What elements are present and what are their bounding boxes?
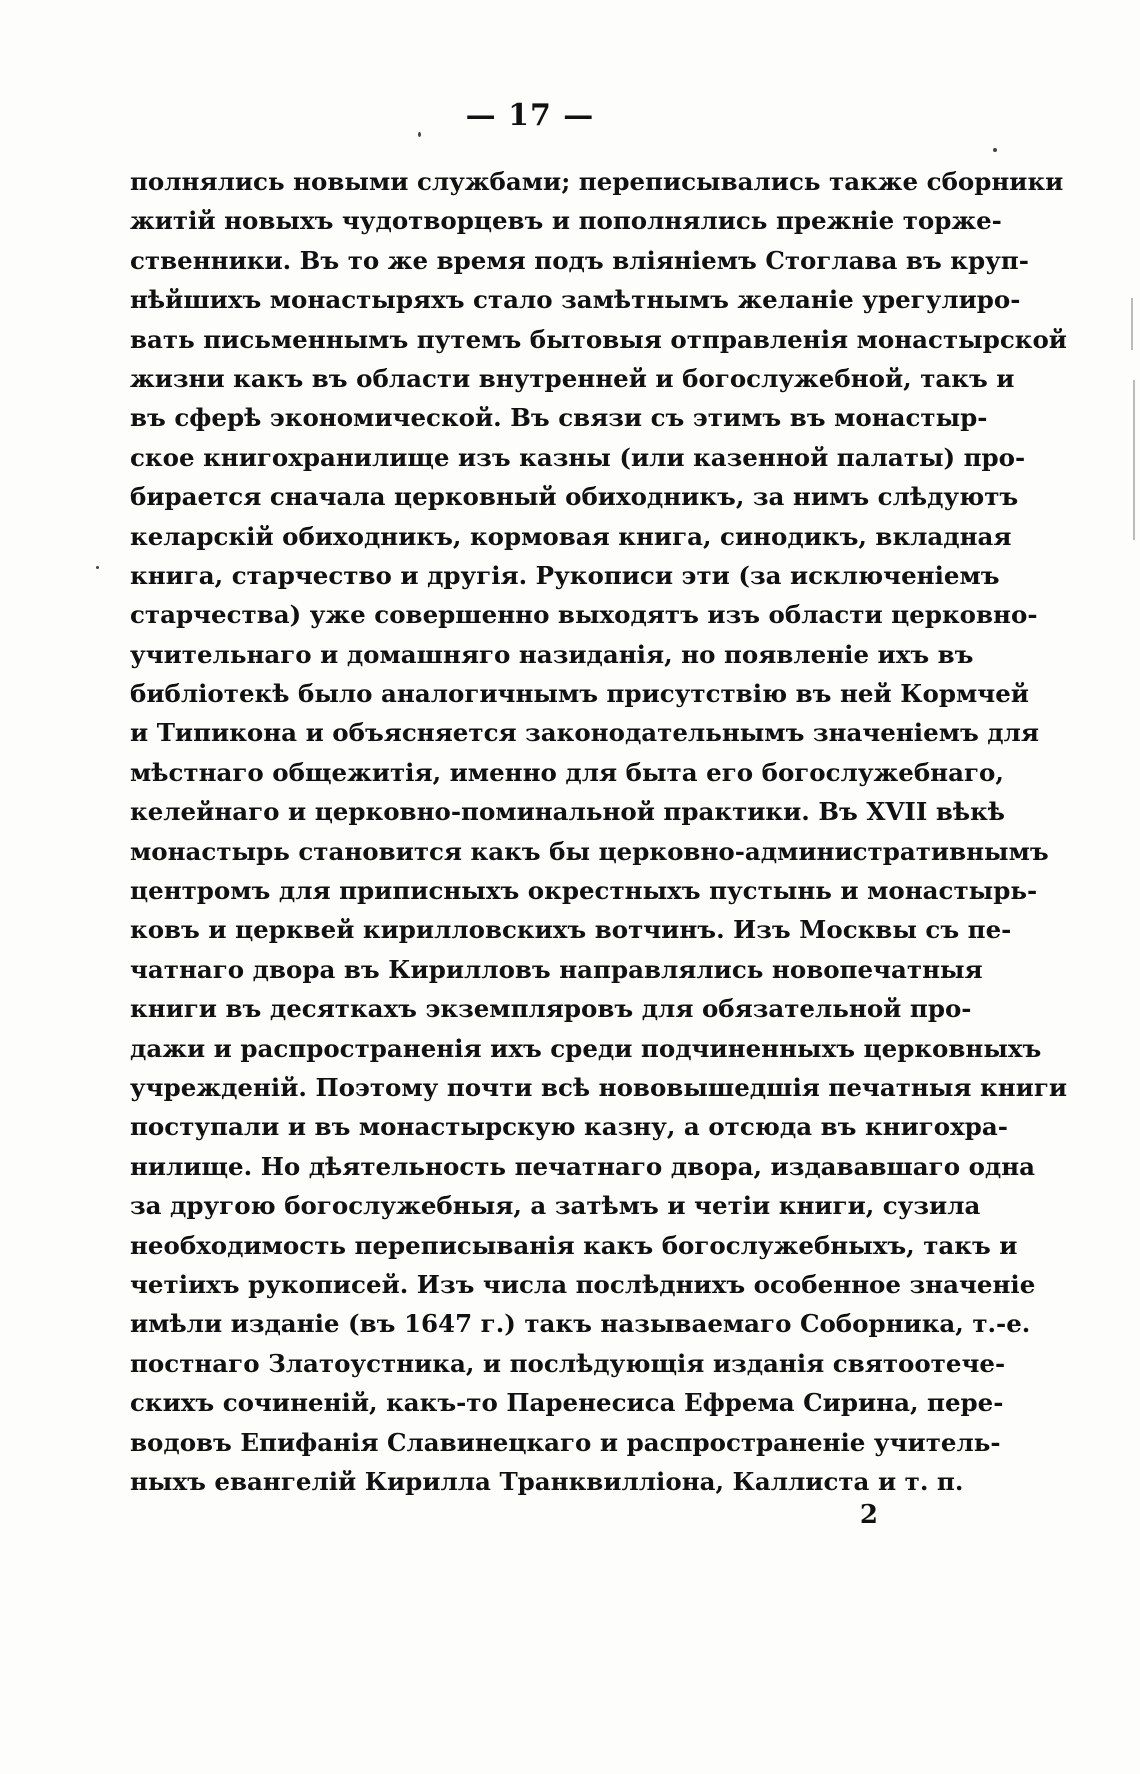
- signature-mark: 2: [859, 1500, 878, 1530]
- text-line: нилище. Но дѣятельность печатнаго двора, издававшаго одна: [130, 1151, 1036, 1181]
- text-line: поступали и въ монастырскую казну, а отсюда въ книгохра-: [130, 1112, 1008, 1142]
- text-line: жизни какъ въ области внутренней и богослужебной, такъ и: [130, 363, 1015, 393]
- text-line: старчества) уже совершенно выходятъ изъ области церковно-: [130, 600, 1038, 630]
- text-line: за другою богослужебныя, а затѣмъ и четіи книги, сузила: [130, 1191, 981, 1221]
- text-line: скихъ сочиненій, какъ-то Паренесиса Ефрема Сирина, пере-: [130, 1388, 1004, 1418]
- text-line: дажи и распространенія ихъ среди подчиненныхъ церковныхъ: [130, 1033, 1042, 1063]
- text-line: постнаго Златоустника, и послѣдующія изданія святоотече-: [130, 1348, 1006, 1378]
- text-line: водовъ Епифанія Славинецкаго и распространеніе учитель-: [130, 1427, 1001, 1457]
- text-line: необходимость переписыванія какъ богослужебныхъ, такъ и: [130, 1230, 1018, 1260]
- text-line: мѣстнаго общежитія, именно для быта его богослужебнаго,: [130, 757, 1004, 787]
- text-line: бирается сначала церковный обиходникъ, за нимъ слѣдуютъ: [130, 482, 1019, 512]
- text-line: учрежденій. Поэтому почти всѣ нововышедшія печатныя книги: [130, 1072, 1068, 1102]
- text-line: келарскій обиходникъ, кормовая книга, синодикъ, вкладная: [130, 521, 1012, 551]
- body-text: [130, 162, 1068, 1501]
- text-line: ковъ и церквей кирилловскихъ вотчинъ. Изъ Москвы съ пе-: [130, 915, 1012, 945]
- text-line: вать письменнымъ путемъ бытовыя отправленія монастырской: [130, 324, 1067, 354]
- text-line: ственники. Въ то же время подъ вліяніемъ Стоглава въ круп-: [130, 245, 1029, 275]
- text-line: имѣли изданіе (въ 1647 г.) такъ называемаго Соборника, т.-е.: [130, 1309, 1031, 1339]
- text-line: нѣйшихъ монастыряхъ стало замѣтнымъ желаніе урегулиро-: [130, 285, 1021, 315]
- text-line: учительнаго и домашняго назиданія, но появленіе ихъ въ: [130, 639, 974, 669]
- scan-speck: [96, 566, 99, 569]
- text-line: житій новыхъ чудотворцевъ и пополнялись прежніе торже-: [130, 206, 1002, 236]
- text-line: и Типикона и объясняется законодательнымъ значеніемъ для: [130, 718, 1040, 748]
- text-line: четіихъ рукописей. Изъ числа послѣднихъ особенное значеніе: [130, 1269, 1036, 1299]
- text-line: ское книгохранилище изъ казны (или казенной палаты) про-: [130, 442, 1026, 472]
- scan-speck: [993, 148, 997, 152]
- text-line: полнялись новыми службами; переписывались также сборники: [130, 167, 1064, 196]
- text-line: центромъ для приписныхъ окрестныхъ пустынь и монастырь-: [130, 876, 1038, 906]
- scan-speck: [418, 132, 421, 137]
- text-line: ныхъ евангелій Кирилла Транквилліона, Каллиста и т. п.: [130, 1466, 964, 1496]
- text-line: монастырь становится какъ бы церковно-административнымъ: [130, 836, 1049, 866]
- text-line: въ сферѣ экономической. Въ связи съ этимъ въ монастыр-: [130, 403, 988, 433]
- text-line: келейнаго и церковно-поминальной практики. Въ XVII вѣкѣ: [130, 797, 1006, 827]
- scan-edge-line: [1133, 380, 1135, 540]
- page-number: — 17 —: [465, 98, 595, 133]
- text-line: книги въ десяткахъ экземпляровъ для обязательной про-: [130, 994, 972, 1024]
- text-line: библіотекѣ было аналогичнымъ присутствію въ ней Кормчей: [130, 679, 1029, 709]
- text-line: книга, старчество и другія. Рукописи эти (за исключеніемъ: [130, 560, 1000, 590]
- text-line: чатнаго двора въ Кирилловъ направлялись новопечатныя: [130, 954, 983, 984]
- scan-edge-line: [1131, 298, 1133, 350]
